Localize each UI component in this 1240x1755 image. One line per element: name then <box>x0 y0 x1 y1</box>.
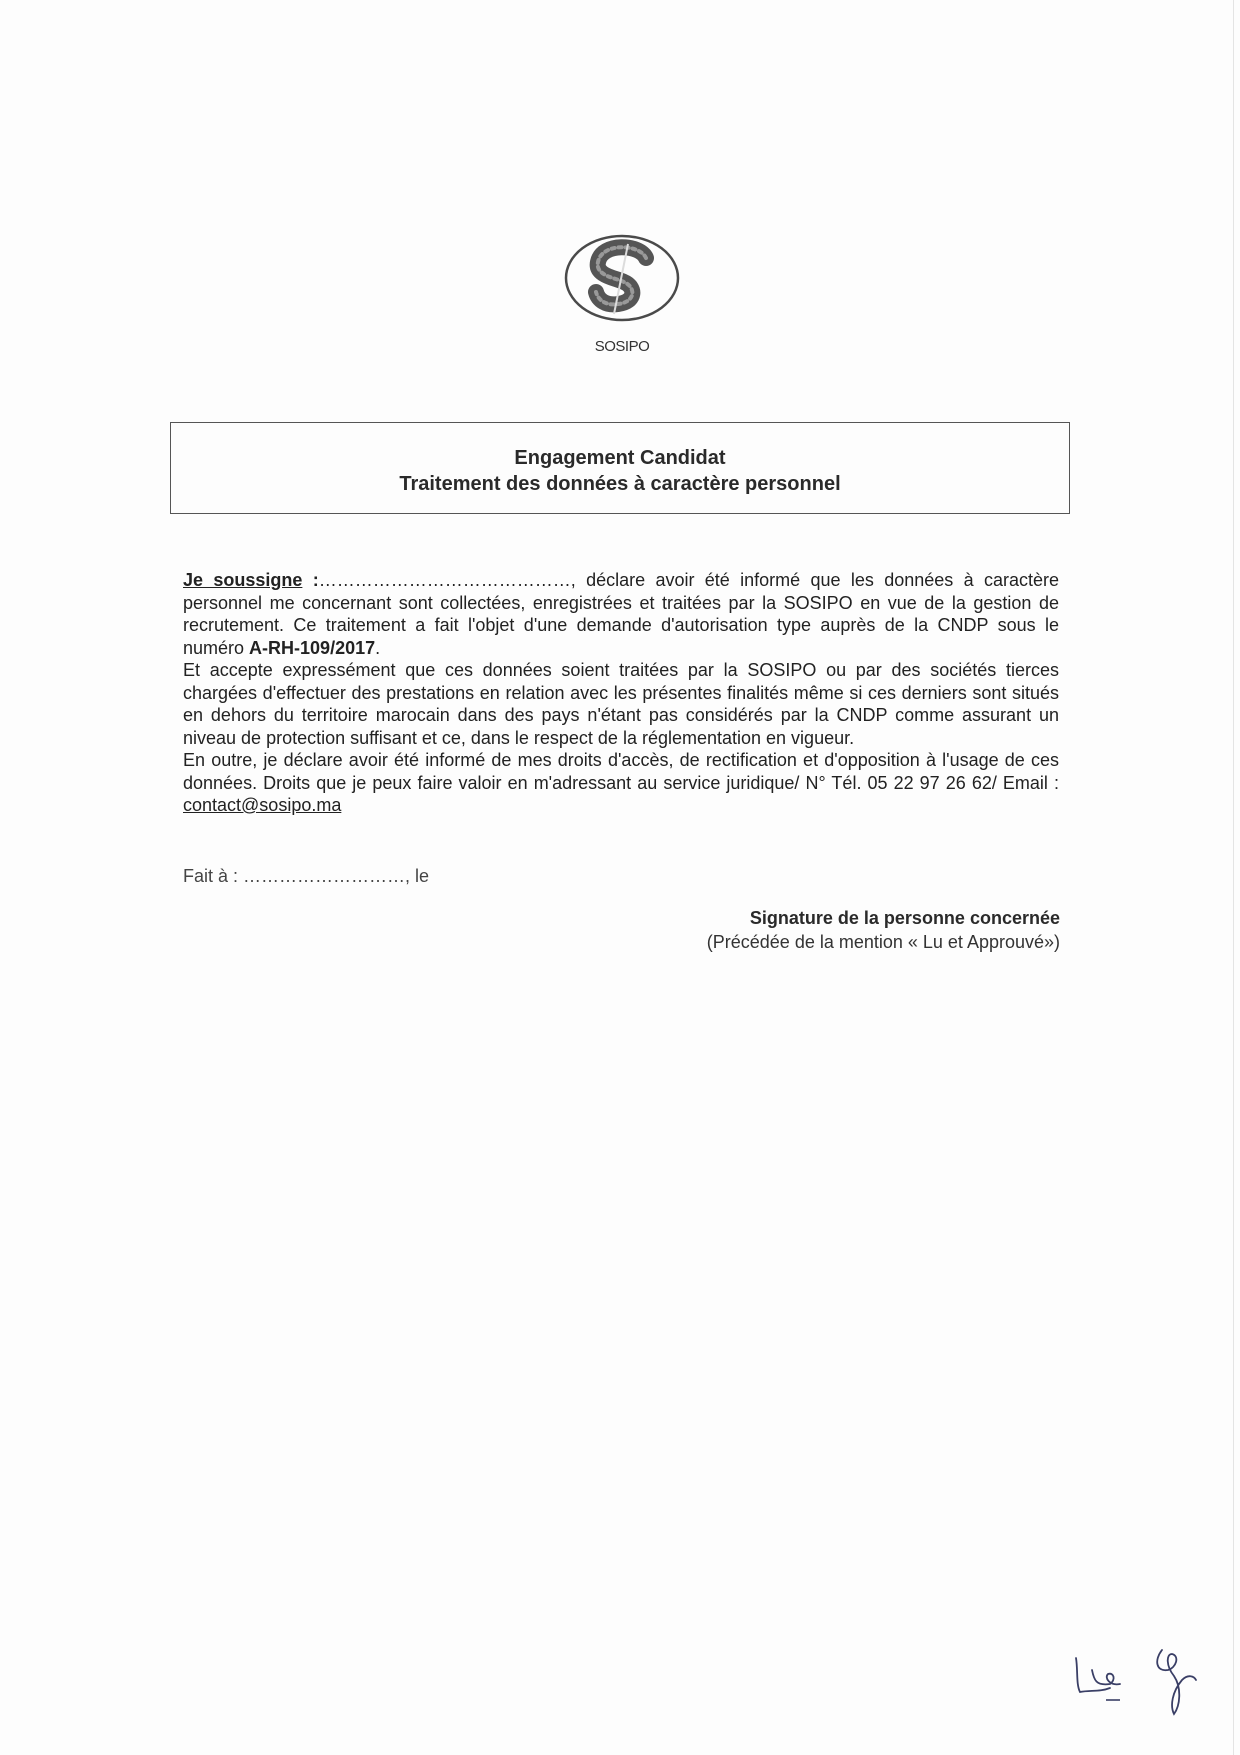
declaration-text: , déclare avoir été informé que les données à caractère personnel me concernant sont collectées, enregistrées et traitées par la SOSIPO en vue de la gestion de recrutement. Ce traitement a fait l'objet d'une demande d'autorisation type auprès de la CNDP sous le numéro <box>183 570 1060 658</box>
soussigne-colon: : <box>302 570 319 590</box>
document-title-box <box>170 422 1070 514</box>
paragraph-rights <box>183 749 1059 817</box>
signature-title: Signature de la personne concernée <box>749 908 1060 928</box>
document-subtitle: Traitement des données à caractère personnel <box>399 473 841 495</box>
rights-text: En outre, je déclare avoir été informé de mes droits d'accès, de rectification et d'opposition à l'usage de ces données. Droits que je peux faire valoir en m'adressant au service juridique/ N° Tél. 05 22 97 26 62/ Email : <box>183 750 1059 793</box>
signature-note: (Précédée de la mention « Lu et Approuvé») <box>706 932 1060 952</box>
declaration-end: . <box>375 637 381 658</box>
company-logo <box>562 226 682 356</box>
logo-caption: SOSIPO <box>594 338 650 355</box>
soussigne-label: Je soussigne <box>183 570 303 590</box>
name-blank-field[interactable]: …………………………………… <box>318 570 571 590</box>
body-text <box>183 569 1059 817</box>
place-date-line: Fait à : ………………………, le <box>183 866 430 886</box>
document-title: Engagement Candidat <box>514 447 726 469</box>
contact-email-link[interactable]: contact@sosipo.ma <box>183 795 342 815</box>
handwritten-initials <box>1070 1640 1210 1730</box>
signature-block <box>640 906 1060 954</box>
authorization-number: A-RH-109/2017 <box>249 637 376 658</box>
page-edge <box>1233 0 1234 1755</box>
paragraph-acceptance: Et accepte expressément que ces données soient traitées par la SOSIPO ou par des sociétés tierces chargées d'effectuer des prestations en relation avec les présentes finalités même si ces derniers sont situés en dehors du territoire marocain dans des pays n'étant pas considérés par la CNDP comme assurant un niveau de protection suffisant et ce, dans le respect de la réglementation en vigueur. <box>183 660 1059 748</box>
paragraph-declaration <box>183 569 1059 659</box>
sosipo-s-logo-icon <box>562 226 682 336</box>
handwritten-initials-icon <box>1070 1640 1210 1730</box>
